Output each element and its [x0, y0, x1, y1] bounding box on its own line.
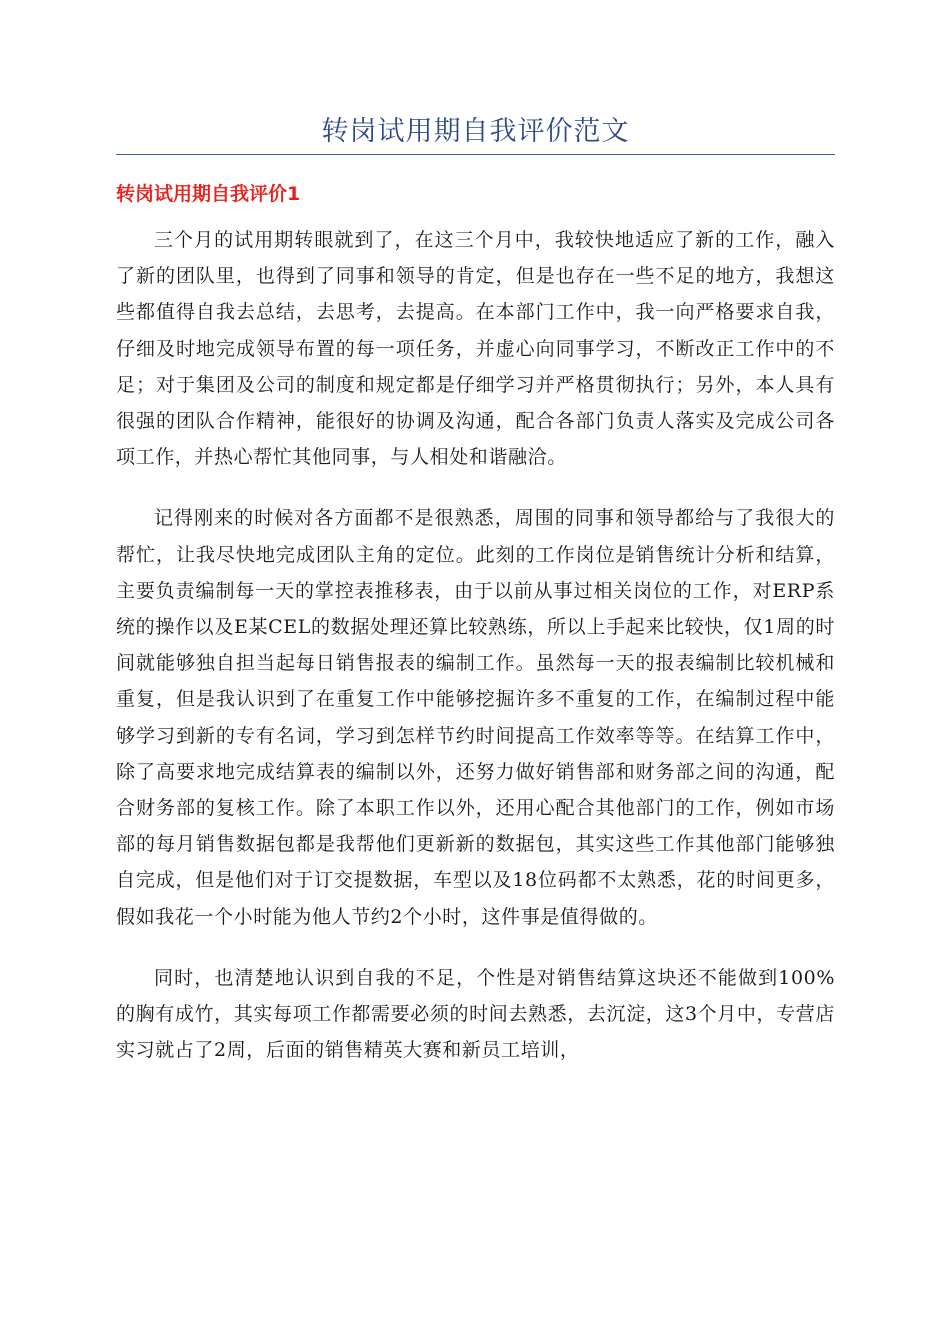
paragraph-2: 记得刚来的时候对各方面都不是很熟悉，周围的同事和领导都给与了我很大的帮忙，让我尽快地完成团队主角的定位。此刻的工作岗位是销售统计分析和结算，主要负责编制每一天的掌控表推移表，由于以前从事过相关岗位的工作，对ERP系统的操作以及E某CEL的数据处理还算比较熟练，所以上手起来比较快，仅1周的时间就能够独自担当起每日销售报表的编制工作。虽然每一天的报表编制比较机械和重复，但是我认识到了在重复工作中能够挖掘许多不重复的工作，在编制过程中能够学习到新的专有名词，学习到怎样节约时间提高工作效率等等。在结算工作中，除了高要求地完成结算表的编制以外，还努力做好销售部和财务部之间的沟通，配合财务部的复核工作。除了本职工作以外，还用心配合其他部门的工作，例如市场部的每月销售数据包都是我帮他们更新新的数据包，其实这些工作其他部门能够独自完成，但是他们对于订交提数据，车型以及18位码都不太熟悉，花的时间更多，假如我花一个小时能为他人节约2个小时，这件事是值得做的。 — [116, 507, 835, 928]
document-body — [116, 222, 835, 1093]
paragraph-1: 三个月的试用期转眼就到了，在这三个月中，我较快地适应了新的工作，融入了新的团队里，也得到了同事和领导的肯定，但是也存在一些不足的地方，我想这些都值得自我去总结，去思考，去提高。在本部门工作中，我一向严格要求自我，仔细及时地完成领导布置的每一项任务，并虚心向同事学习，不断改正工作中的不足；对于集团及公司的制度和规定都是仔细学习并严格贯彻执行；另外，本人具有很强的团队合作精神，能很好的协调及沟通，配合各部门负责人落实及完成公司各项工作，并热心帮忙其他同事，与人相处和谐融洽。 — [116, 229, 835, 469]
section-heading: 转岗试用期自我评价1 — [116, 183, 301, 205]
title-divider — [116, 154, 835, 155]
document-page — [116, 0, 835, 1344]
paragraph-3: 同时，也清楚地认识到自我的不足，个性是对销售结算这块还不能做到100%的胸有成竹，其实每项工作都需要必须的时间去熟悉，去沉淀，这3个月中，专营店实习就占了2周，后面的销售精英大赛和新员工培训， — [116, 966, 835, 1062]
document-title: 转岗试用期自我评价范文 — [321, 116, 630, 147]
